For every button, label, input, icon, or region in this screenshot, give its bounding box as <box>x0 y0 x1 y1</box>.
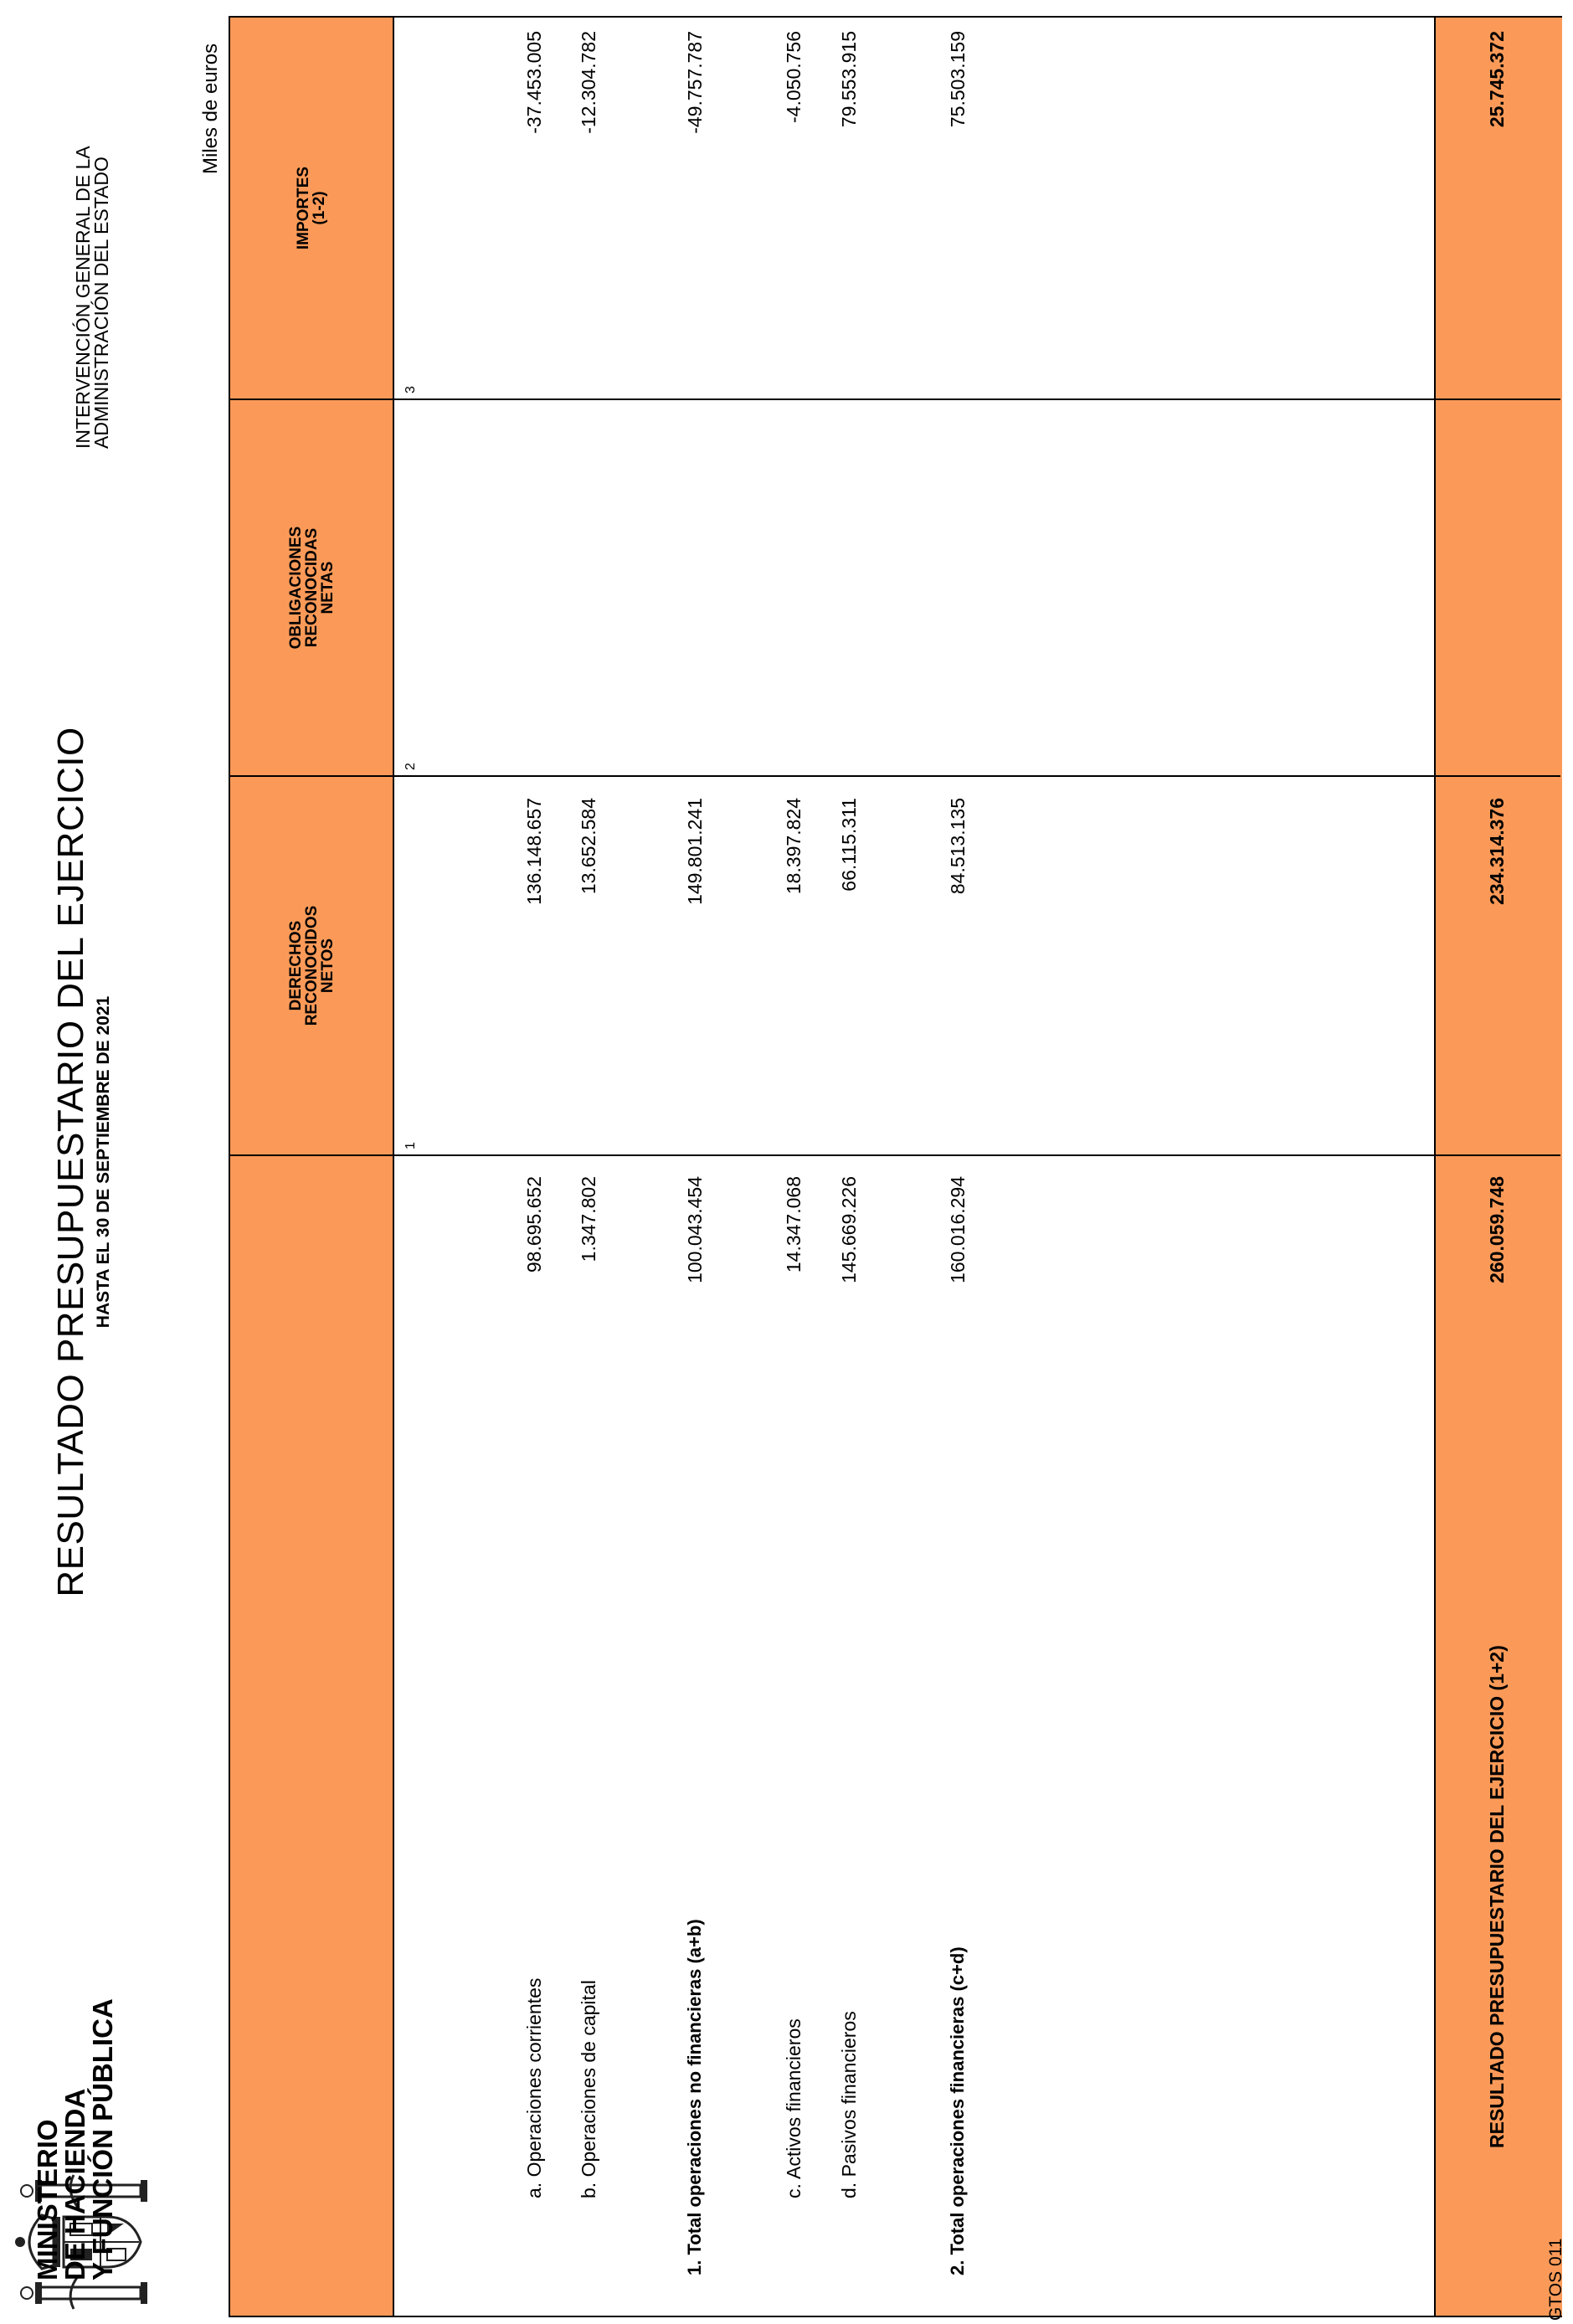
cell-obligaciones: 136.148.657 <box>523 798 545 905</box>
total-obligaciones: 234.314.376 <box>1486 798 1508 905</box>
cell-importes: -12.304.782 <box>578 31 599 134</box>
cell-importes: -37.453.005 <box>523 31 545 134</box>
column-header-line: NETOS <box>318 938 337 994</box>
cell-derechos: 14.347.068 <box>783 1176 804 1273</box>
column-header-line: DERECHOS <box>286 920 305 1011</box>
cell-obligaciones: 66.115.311 <box>838 798 860 892</box>
units-label: Miles de euros <box>199 43 222 174</box>
issuing-body <box>74 146 111 449</box>
row-label-subtotal: 1. Total operaciones no financieras (a+b) <box>684 1919 705 2275</box>
report-subtitle: HASTA EL 30 DE SEPTIEMBRE DE 2021 <box>94 995 113 1329</box>
column-header-line: (1-2) <box>311 191 328 225</box>
ministry-line: MINISTERIO <box>32 2119 63 2280</box>
column-header-derechos <box>230 777 393 1154</box>
cell-importes: 79.553.915 <box>838 31 860 128</box>
issuing-body-line: ADMINISTRACIÓN DEL ESTADO <box>90 157 112 449</box>
column-header-line: NETAS <box>318 561 337 614</box>
column-divider <box>230 1154 1560 1156</box>
column-header-line: RECONOCIDOS <box>302 905 321 1026</box>
cell-derechos: 145.669.226 <box>838 1176 860 1283</box>
issuing-body-line: INTERVENCIÓN GENERAL DE LA <box>72 146 94 449</box>
row-label: a. Operaciones corrientes <box>523 1977 545 2198</box>
row-label-subtotal: 2. Total operaciones financieras (c+d) <box>947 1946 968 2275</box>
total-importes: 25.745.372 <box>1486 31 1508 128</box>
column-divider <box>230 398 1560 400</box>
column-header-importes <box>230 18 393 398</box>
cell-obligaciones: 149.801.241 <box>684 798 706 905</box>
column-number: 3 <box>404 386 418 393</box>
row-label: c. Activos financieros <box>783 2018 804 2198</box>
form-code: GTOS 011 <box>1546 2238 1565 2321</box>
cell-importes: -4.050.756 <box>783 31 804 123</box>
column-divider <box>230 775 1560 777</box>
cell-obligaciones: 13.652.584 <box>578 798 599 895</box>
column-header-line: OBLIGACIONES <box>286 526 305 650</box>
cell-importes: 75.503.159 <box>947 31 969 128</box>
budget-result-table <box>229 16 1562 2317</box>
cell-derechos: 160.016.294 <box>947 1176 969 1283</box>
column-header-line: RECONOCIDAS <box>302 527 321 648</box>
cell-derechos: 1.347.802 <box>578 1176 599 1262</box>
cell-obligaciones: 18.397.824 <box>783 798 804 895</box>
report-title: RESULTADO PRESUPUESTARIO DEL EJERCICIO <box>50 727 91 1597</box>
ministry-line: Y FUNCIÓN PÚBLICA <box>87 1998 118 2280</box>
column-header-line: IMPORTES <box>295 166 312 250</box>
cell-derechos: 100.043.454 <box>684 1176 706 1283</box>
row-label: d. Pasivos financieros <box>838 2011 860 2198</box>
cell-obligaciones: 84.513.135 <box>947 798 969 895</box>
ministry-line: DE HACIENDA <box>59 2088 90 2280</box>
cell-importes: -49.757.787 <box>684 31 706 134</box>
column-number: 1 <box>404 1142 418 1149</box>
row-label: b. Operaciones de capital <box>578 1980 599 2198</box>
total-derechos: 260.059.748 <box>1486 1176 1508 1283</box>
column-number: 2 <box>404 763 418 770</box>
column-header-obligaciones <box>230 400 393 775</box>
cell-derechos: 98.695.652 <box>523 1176 545 1273</box>
total-label: RESULTADO PRESUPUESTARIO DEL EJERCICIO (1+2) <box>1486 1645 1508 2148</box>
